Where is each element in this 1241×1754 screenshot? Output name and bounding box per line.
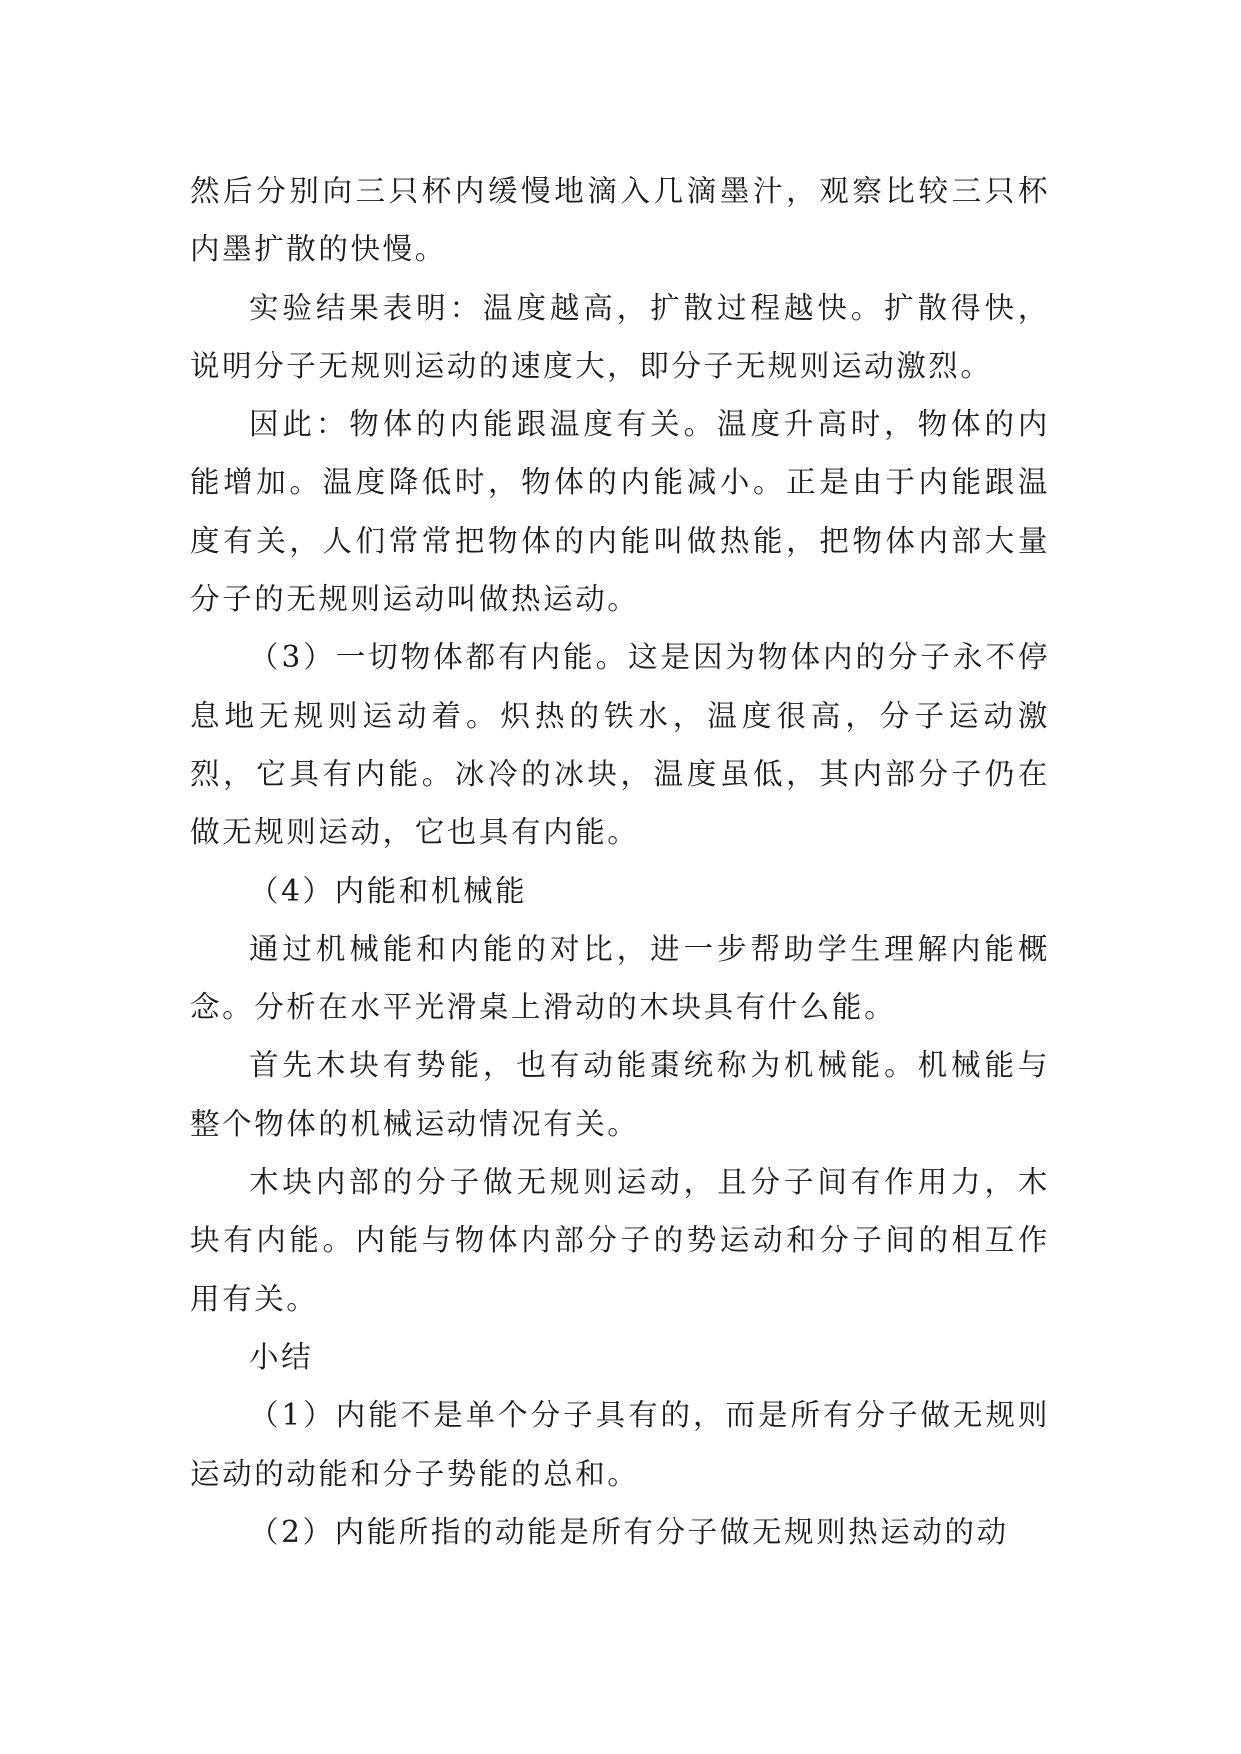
paragraph-comparison: 通过机械能和内能的对比，进一步帮助学生理解内能概念。分析在水平光滑桌上滑动的木块具有什么能。 — [190, 931, 1050, 1025]
paragraph-summary-2: （2）内能所指的动能是所有分子做无规则热运动的动 — [249, 1514, 1009, 1549]
paragraph-internal-energy: 木块内部的分子做无规则运动，且分子间有作用力，木块有内能。内能与物体内部分子的势运动和分子间的相互作用有关。 — [190, 1165, 1050, 1316]
paragraph-point-3: （3）一切物体都有内能。这是因为物体内的分子永不停息地无规则运动着。炽热的铁水，温度很高，分子运动激烈，它具有内能。冰冷的冰块，温度虽低，其内部分子仍在做无规则运动，它也具有内能。 — [190, 640, 1050, 850]
paragraph-summary-1: （1）内能不是单个分子具有的，而是所有分子做无规则运动的动能和分子势能的总和。 — [190, 1398, 1050, 1491]
paragraph-mechanical-energy: 首先木块有势能，也有动能棗统称为机械能。机械能与整个物体的机械运动情况有关。 — [190, 1048, 1050, 1141]
section-heading-point-4: （4）内能和机械能 — [249, 873, 528, 908]
section-heading-summary: 小结 — [249, 1339, 314, 1374]
body-text — [190, 162, 1050, 1561]
paragraph-experiment-result: 实验结果表明：温度越高，扩散过程越快。扩散得快，说明分子无规则运动的速度大，即分子无规则运动激烈。 — [190, 290, 1050, 383]
paragraph-conclusion: 因此：物体的内能跟温度有关。温度升高时，物体的内能增加。温度降低时，物体的内能减小。正是由于内能跟温度有关，人们常常把物体的内能叫做热能，把物体内部大量分子的无规则运动叫做热运动。 — [190, 407, 1050, 617]
paragraph-continuation: 然后分别向三只杯内缓慢地滴入几滴墨汁，观察比较三只杯内墨扩散的快慢。 — [190, 174, 1050, 267]
